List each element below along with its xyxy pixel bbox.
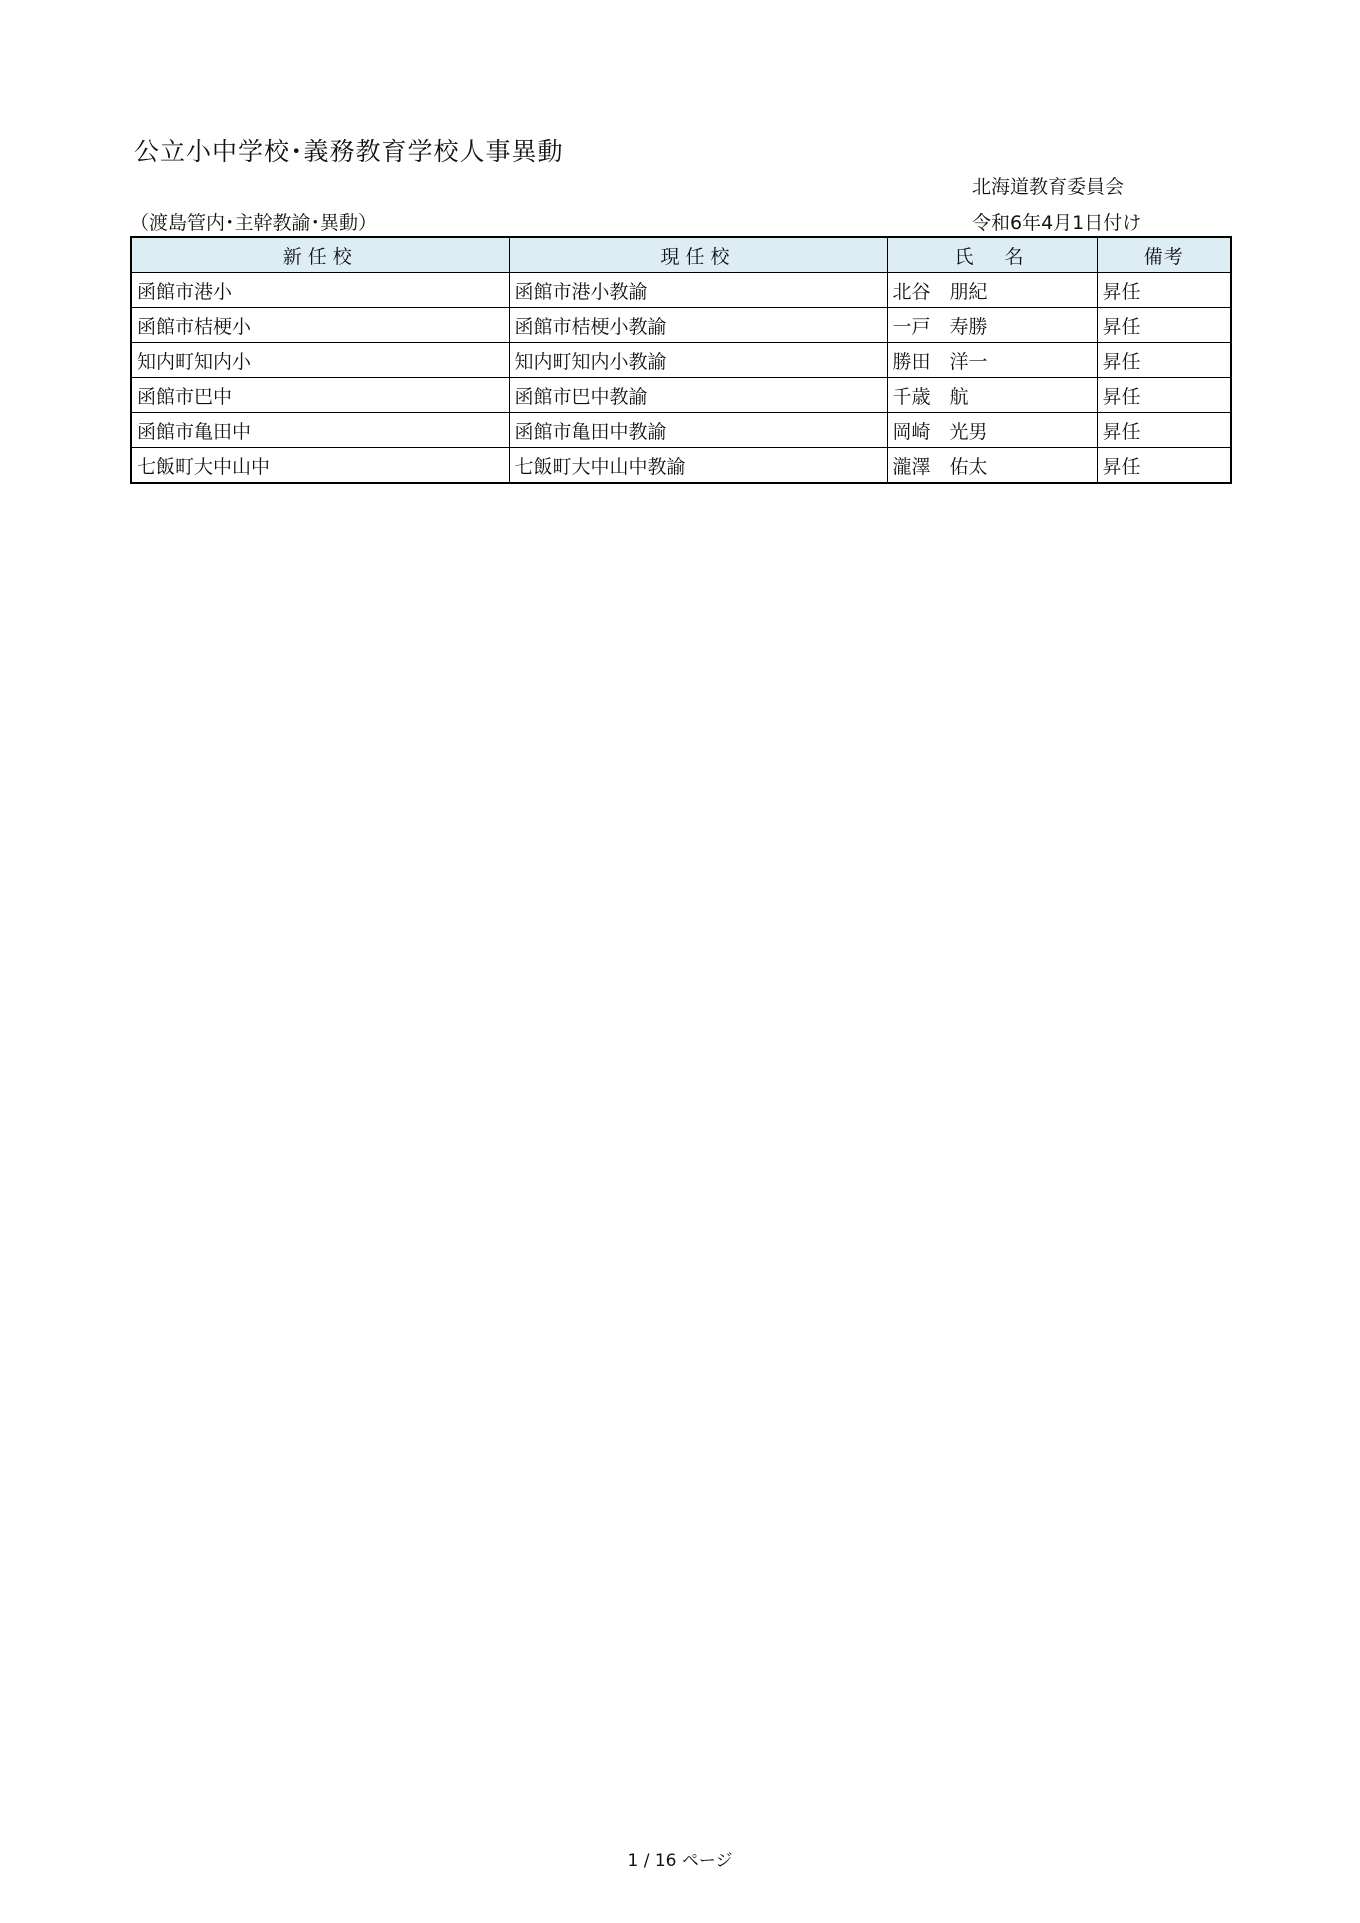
table-row (131, 413, 1231, 448)
cell-current-school: 知内町知内小教諭 (509, 343, 887, 378)
table-row (131, 308, 1231, 343)
cell-current-school: 七飯町大中山中教諭 (509, 448, 887, 484)
table-row (131, 343, 1231, 378)
cell-name: 岡崎 光男 (887, 413, 1097, 448)
table-row (131, 378, 1231, 413)
header-new-school: 新任校 (131, 237, 509, 273)
cell-new-school: 函館市亀田中 (131, 413, 509, 448)
cell-current-school: 函館市港小教諭 (509, 273, 887, 308)
cell-name: 瀧澤 佑太 (887, 448, 1097, 484)
cell-current-school: 函館市巴中教諭 (509, 378, 887, 413)
cell-name: 千歳 航 (887, 378, 1097, 413)
page-indicator: 1 / 16 ページ (627, 1851, 733, 1871)
cell-remarks: 昇任 (1097, 308, 1231, 343)
issuer-name: 北海道教育委員会 (972, 176, 1125, 198)
cell-current-school: 函館市桔梗小教諭 (509, 308, 887, 343)
header-remarks: 備考 (1097, 237, 1231, 273)
cell-remarks: 昇任 (1097, 413, 1231, 448)
cell-name: 一戸 寿勝 (887, 308, 1097, 343)
cell-new-school: 函館市巴中 (131, 378, 509, 413)
table-row (131, 273, 1231, 308)
header-name: 氏 名 (887, 237, 1097, 273)
document-title: 公立小中学校･義務教育学校人事異動 (134, 137, 564, 166)
header-current-school: 現任校 (509, 237, 887, 273)
document-subtitle: （渡島管内･主幹教諭･異動） (130, 212, 378, 234)
cell-remarks: 昇任 (1097, 378, 1231, 413)
cell-remarks: 昇任 (1097, 448, 1231, 484)
cell-name: 北谷 朋紀 (887, 273, 1097, 308)
cell-new-school: 函館市港小 (131, 273, 509, 308)
effective-date: 令和6年4月1日付け (972, 212, 1142, 234)
cell-name: 勝田 洋一 (887, 343, 1097, 378)
cell-new-school: 七飯町大中山中 (131, 448, 509, 484)
cell-remarks: 昇任 (1097, 273, 1231, 308)
personnel-table (130, 236, 1232, 484)
cell-new-school: 知内町知内小 (131, 343, 509, 378)
table-row (131, 448, 1231, 484)
cell-new-school: 函館市桔梗小 (131, 308, 509, 343)
cell-remarks: 昇任 (1097, 343, 1231, 378)
cell-current-school: 函館市亀田中教諭 (509, 413, 887, 448)
table-header-row (131, 237, 1231, 273)
